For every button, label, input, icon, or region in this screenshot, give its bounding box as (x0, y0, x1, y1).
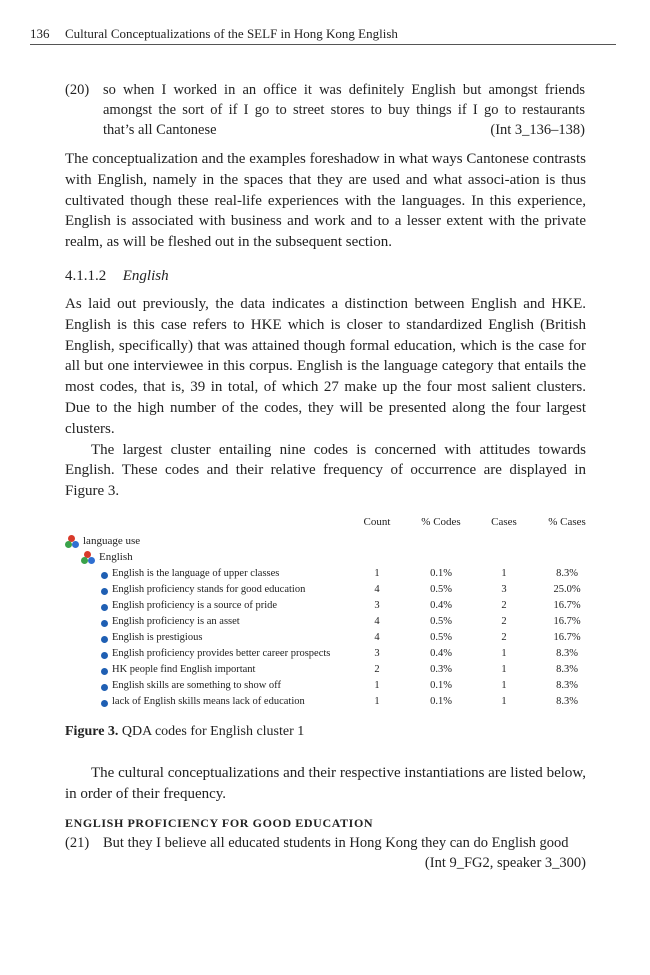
body-paragraph (65, 294, 586, 502)
code-group-icon (81, 551, 95, 564)
example-last-line (103, 120, 585, 140)
cell-cases: 2 (501, 632, 507, 643)
cell-pct-cases: 16.7% (553, 616, 581, 627)
code-label: HK people find English important (112, 664, 256, 675)
section-heading (65, 268, 169, 285)
figure-caption (65, 724, 304, 740)
code-bullet-icon (101, 588, 108, 595)
example-20 (65, 80, 586, 140)
cell-pct-cases: 8.3% (556, 696, 578, 707)
code-row (65, 616, 595, 632)
cell-pct-cases: 8.3% (556, 648, 578, 659)
conceptualization-heading: ENGLISH PROFICIENCY FOR GOOD EDUCATION (65, 816, 374, 830)
code-bullet-icon (101, 572, 108, 579)
example-21 (65, 833, 586, 875)
cell-cases: 1 (501, 664, 507, 675)
cell-cases: 1 (501, 568, 507, 579)
cell-cases: 2 (501, 600, 507, 611)
running-header (30, 26, 616, 42)
cell-pct-codes: 0.5% (430, 584, 452, 595)
cell-pct-cases: 8.3% (556, 664, 578, 675)
page-number: 136 (30, 26, 50, 41)
cell-count: 1 (374, 680, 380, 691)
example-body (103, 80, 585, 140)
code-bullet-icon (101, 684, 108, 691)
code-label: lack of English skills means lack of education (112, 696, 305, 707)
code-row (65, 632, 595, 648)
cell-pct-cases: 16.7% (553, 632, 581, 643)
body-paragraph (65, 149, 586, 253)
example-line: But they I believe all educated students in Hong Kong they can do English good (103, 835, 569, 851)
column-header-pct-codes: % Codes (421, 516, 461, 528)
caption-text: QDA codes for English cluster 1 (121, 724, 305, 739)
cell-cases: 1 (501, 696, 507, 707)
example-number: (20) (65, 82, 90, 98)
cell-pct-cases: 8.3% (556, 568, 578, 579)
code-row (65, 584, 595, 600)
code-row (65, 648, 595, 664)
cell-pct-codes: 0.3% (430, 664, 452, 675)
cell-pct-cases: 16.7% (553, 600, 581, 611)
column-header-cases: Cases (491, 516, 517, 528)
cell-count: 2 (374, 664, 380, 675)
example-number: (21) (65, 835, 90, 851)
code-bullet-icon (101, 620, 108, 627)
code-label: English is the language of upper classes (112, 568, 280, 579)
code-bullet-icon (101, 700, 108, 707)
code-bullet-icon (101, 668, 108, 675)
cell-count: 4 (374, 584, 380, 595)
cell-cases: 3 (501, 584, 507, 595)
column-header-pct-cases: % Cases (548, 516, 586, 528)
example-source: (Int 9_FG2, speaker 3_300) (424, 855, 586, 871)
code-row (65, 568, 595, 584)
code-label: English proficiency is an asset (112, 616, 240, 627)
code-label: English proficiency provides better career prospects (112, 648, 331, 659)
section-title: English (122, 268, 169, 284)
code-group-icon (65, 535, 79, 548)
cell-pct-cases: 8.3% (556, 680, 578, 691)
cell-pct-codes: 0.1% (430, 680, 452, 691)
code-bullet-icon (101, 652, 108, 659)
code-label: English proficiency is a source of pride (112, 600, 278, 611)
cell-pct-codes: 0.4% (430, 600, 452, 611)
cell-pct-codes: 0.5% (430, 616, 452, 627)
cell-pct-codes: 0.1% (430, 696, 452, 707)
cell-count: 3 (374, 600, 380, 611)
cell-count: 4 (374, 616, 380, 627)
code-row (65, 696, 595, 712)
cell-pct-codes: 0.4% (430, 648, 452, 659)
code-bullet-icon (101, 604, 108, 611)
running-title: Cultural Conceptualizations of the SELF in Hong Kong English (65, 26, 398, 41)
paragraph-text: As laid out previously, the data indicates a distinction between English and HKE. English is this case refers to HKE which is closer to standardized English (British English, specifically) that was attained though formal education, which is the case for all but one interviewee in this corpus. English is the language category that entails the most codes, that is, 39 in total, of which 27 make up the four most salient clusters. Due to the high number of the codes, they will be presented along the four largest clusters. (65, 296, 586, 437)
cell-cases: 2 (501, 616, 507, 627)
code-label: English is prestigious (112, 632, 203, 643)
cell-pct-codes: 0.5% (430, 632, 452, 643)
body-paragraph (65, 763, 586, 805)
section-number: 4.1.1.2 (65, 268, 107, 284)
caption-label: Figure 3. (65, 724, 119, 739)
cell-count: 3 (374, 648, 380, 659)
cell-cases: 1 (501, 648, 507, 659)
cell-cases: 1 (501, 680, 507, 691)
example-body (103, 833, 586, 873)
tree-child-label: English (99, 551, 133, 563)
code-row (65, 600, 595, 616)
paragraph-text: The conceptualization and the examples foreshadow in what ways Cantonese contrasts with English, namely in the spaces that they are used and what associ-ation is thus cultivated though these real-life experiences with the languages. In this experience, English is associated with business and work and to a lesser extent with the private realm, as will be fleshed out in the subsequent section. (65, 151, 586, 251)
tree-root-label: language use (83, 535, 141, 547)
example-line: that’s all Cantonese (103, 122, 217, 138)
cell-count: 1 (374, 568, 380, 579)
cell-count: 4 (374, 632, 380, 643)
column-header-count: Count (363, 516, 391, 528)
code-row (65, 680, 595, 696)
cell-count: 1 (374, 696, 380, 707)
example-source: (Int 3_136–138) (490, 122, 585, 138)
cell-pct-codes: 0.1% (430, 568, 452, 579)
code-row (65, 664, 595, 680)
code-bullet-icon (101, 636, 108, 643)
header-rule (30, 44, 616, 45)
paragraph-text: The largest cluster entailing nine codes is concerned with attitudes towards English. These codes and their relative frequency of occurrence are displayed in Figure 3. (65, 441, 586, 500)
cell-pct-cases: 25.0% (553, 584, 581, 595)
code-label: English proficiency stands for good education (112, 584, 306, 595)
example-line: amongst the sort of if I go to street stores to buy things if I go to restaurants (103, 102, 585, 118)
example-line: so when I worked in an office it was definitely English but amongst friends (103, 82, 585, 98)
paragraph-text: The cultural conceptualizations and their respective instantiations are listed below, in order of their frequency. (65, 765, 586, 802)
code-label: English skills are something to show off (112, 680, 281, 691)
